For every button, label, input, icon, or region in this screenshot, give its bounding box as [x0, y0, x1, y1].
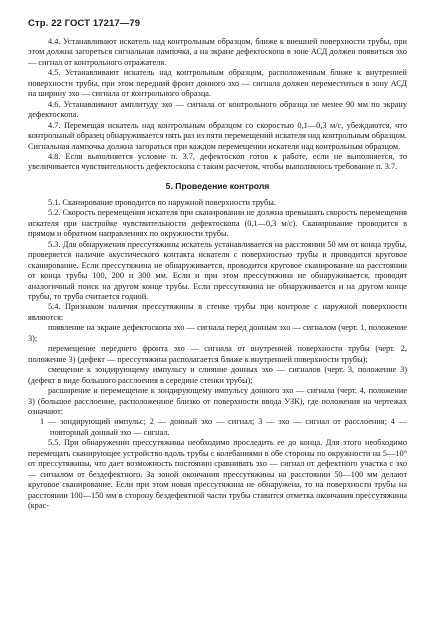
paragraph: 5.4. Признаком наличия прессутяжины в стенке трубы при контроле с наружной поверхности являются: [28, 302, 407, 322]
paragraph: расширение и перемещение к зондирующему импульсу донного эхо — сигнала (черт. 4, положение 3) (большое расслоение, расположенное близко от поверхности ввода УЗК), где положения на чертежах означают: [28, 386, 407, 416]
paragraph: 4.6. Устанавливают амплитуду эхо — сигнала от контрольного образца не менее 90 мм по экрану дефектоскопа. [28, 99, 407, 120]
paragraph: 4.4. Устанавливают искатель над контрольным образцом, ближе к внешней поверхности трубы, при этом должна загореться сигнальная лампочка, а на экране дефектоскопа в зоне АСД должен появиться эхо — сигнал от контрольного отражателя. [28, 37, 407, 67]
paragraph: 5.5. При обнаружении прессутяжины необходимо проследить ее до конца. Для этого необходимо перемещать сканирующее устройство вдоль трубы с колебаниями в обе стороны по окружности на 5—10° от прессутяжины, что дает возможность постоянно сравнивать эхо — сигнал от дефектного участка с эхо — сигналом от бездефектного. За зоной окончания прессутяжины на расстоянии 50—100 мм делают круговое сканирование. Если при этом новая прессутяжина не обнаружена, то на поверхности трубы на расстоянии 100—150 мм в сторону бездефектной части трубы ставится отметка окончания прессутяжины (крас- [28, 438, 407, 511]
paragraph: смещение к зондирующему импульсу и слияние донных эхо — сигналов (черт. 3, положение 3) (дефект в виде большого расслоения в середине стенки трубы); [28, 365, 407, 385]
paragraph: 4.8. Если выполняется условие п. 3.7, дефектоскоп готов к работе, если не выполняется, то увеличивается чувствительность дефектоскопа с таким расчетом, чтобы выполнялось требование п. 3.7. [28, 151, 407, 172]
legend-paragraph: 1 — зондирующий импульс; 2 — донный эхо — сигнал; 3 — эхо — сигнал от расслоения; 4 — повторный донный эхо — сигнал. [40, 417, 407, 437]
paragraph: 5.2. Скорость перемещения искателя при сканировании не должна превышать скорость перемещения искателя при настройке чувствительности дефектоскопа (0,1—0,3 м/с). Сканирование проводится в прямом и обратном направлениях по окружности трубы. [28, 208, 407, 239]
paragraph: 4.5. Устанавливают искатель над контрольным образцом, расположенным ближе к внутренней поверхности трубы, при этом передний фронт донного эхо — сигнала должен переместиться в зону АСД на ширину эхо — сигнала от контрольного образца. [28, 68, 407, 99]
paragraph: 5.3. Для обнаружения прессутяжины искатель устанавливается на расстоянии 50 мм от конца трубы, проверяется наличие акустического контакта искателя с поверхностью трубы и проводится круговое сканирование. Если прессутяжина не обнаруживается, проводится круговое сканирование на расстоянии от конца трубы 100, 200 и 300 мм. Если и при этом прессутяжина не обнаруживается, проводят аналогичный поиск на другом конце трубы. Если прессутяжина не обнаруживается и на другом конце трубы, то труба считается годной. [28, 239, 407, 301]
paragraph: 5.1. Сканирование проводится по наружной поверхности трубы. [48, 197, 276, 207]
page-header: Стр. 22 ГОСТ 17217—79 [28, 18, 141, 29]
paragraph: 4.7. Перемещая искатель над контрольным образцом со скоростью 0,1—0,3 м/с, убеждаются, что контрольный образец обнаруживается пять раз из пяти перемещений искателя над контрольным образцом. Сигнальная лампочка должна загораться при каждом перемещении искателя над контрольным образцом. [28, 120, 407, 151]
paragraph: перемещение переднего фронта эхо — сигнала от внутренней поверхности трубы (черт. 2, положение 3) (дефект — прессутяжина располагается ближе к внутренней поверхности трубы); [28, 344, 407, 364]
paragraph: появление на экране дефектоскопа эхо — сигнала перед донным эхо — сигналом (черт. 1, положение 3); [28, 323, 407, 343]
document-body [28, 37, 407, 511]
section-heading: 5. Проведение контроля [165, 180, 270, 191]
